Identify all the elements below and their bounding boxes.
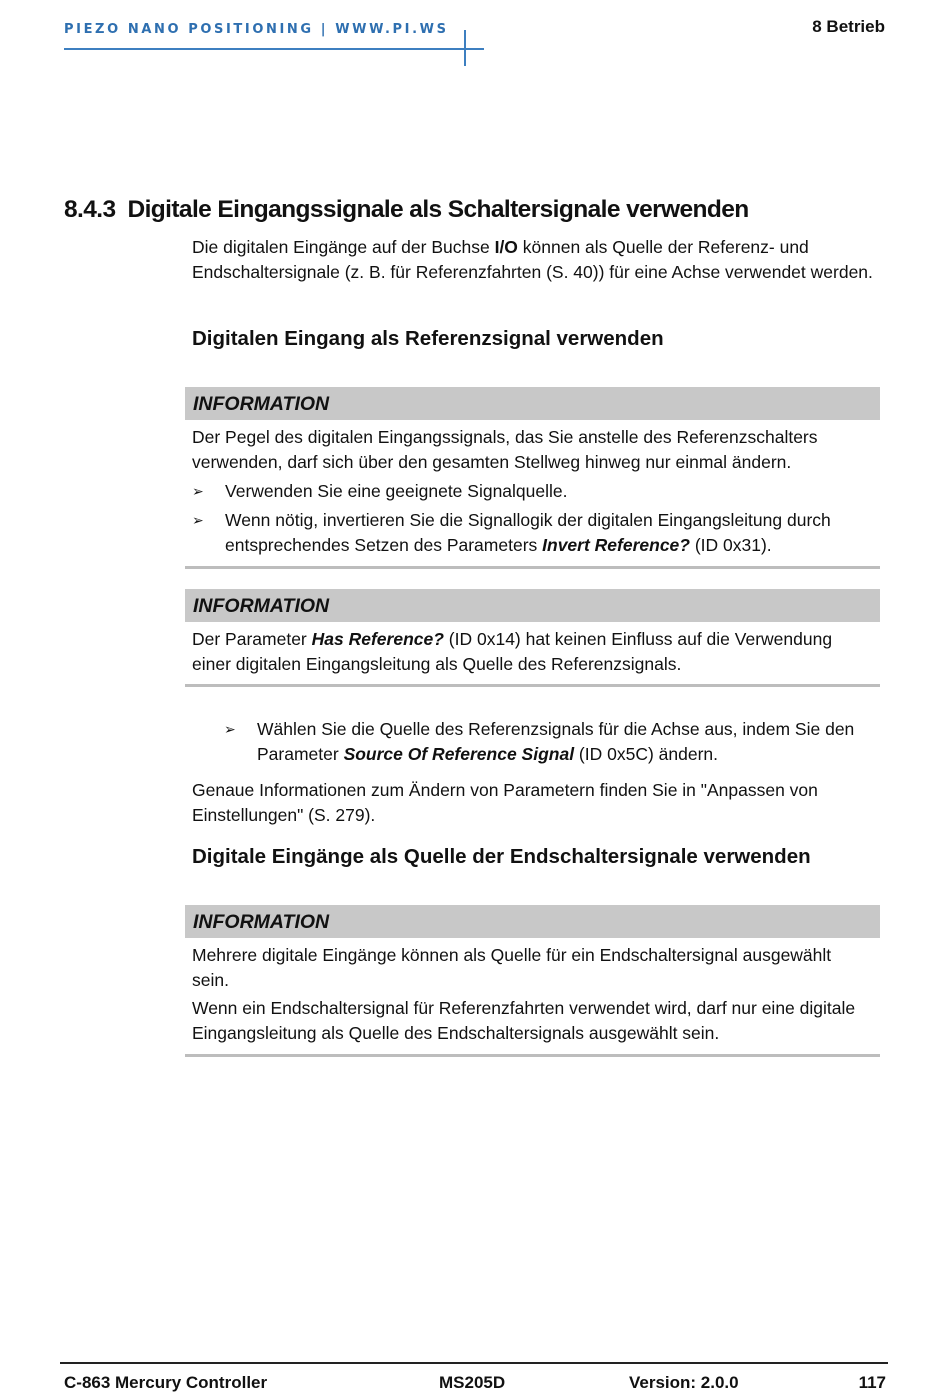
list-item-text (257, 717, 880, 767)
intro-block (192, 235, 882, 285)
list-item-text: Verwenden Sie eine geeignete Signalquelle. (225, 481, 568, 501)
section-title-text: Digitale Eingangssignale als Schaltersignale verwenden (127, 196, 749, 223)
information-body (185, 938, 880, 1046)
intro-text-post: können als Quelle der Referenz- und Endschaltersignale (z. B. für Referenzfahrten (S. 40)) für eine Achse verwendet werden. (192, 237, 873, 282)
list-item-text-post: (ID 0x31). (689, 535, 772, 555)
intro-paragraph (192, 235, 882, 285)
footer-rule (60, 1362, 888, 1364)
arrowhead-bullet-icon: ➢ (192, 512, 204, 528)
information-text (192, 627, 872, 677)
footer-page-number: 117 (858, 1373, 886, 1392)
section-number: 8.4.3 (64, 196, 116, 223)
step-text-post: (ID 0x5C) ändern. (574, 744, 719, 764)
list-item-text-pre: Wenn nötig, invertieren Sie die Signallogik der digitalen Eingangsleitung durch entsprechendes Setzen des Parameters (225, 510, 831, 555)
information-label: INFORMATION (185, 589, 880, 622)
information-box-2 (185, 589, 880, 687)
information-body (185, 622, 880, 677)
arrowhead-bullet-icon: ➢ (192, 483, 204, 499)
header-crosshair-horizontal (448, 48, 484, 50)
arrowhead-bullet-icon: ➢ (224, 721, 236, 737)
header-rule (64, 48, 484, 50)
information-label: INFORMATION (185, 905, 880, 938)
information-text: Mehrere digitale Eingänge können als Quelle für ein Endschaltersignal ausgewählt sein. (192, 945, 832, 990)
intro-text-pre: Die digitalen Eingänge auf der Buchse (192, 237, 495, 257)
socket-name: I/O (494, 237, 518, 257)
information-text: Wenn ein Endschaltersignal für Referenzfahrten verwendet wird, darf nur eine digitale Eingangsleitung als Quelle des Endschaltersignals ausgewählt sein. (192, 998, 856, 1043)
list-item (192, 508, 872, 558)
footer-version: Version: 2.0.0 (629, 1373, 739, 1392)
subhead-block-1 (192, 326, 882, 352)
section-heading (64, 196, 749, 224)
list-item (192, 479, 872, 504)
step-block (224, 717, 880, 767)
footer-document-id: MS205D (439, 1373, 506, 1392)
chapter-title: 8 Betrieb (812, 17, 885, 36)
list-item (224, 717, 880, 767)
subhead-block-2 (192, 844, 882, 870)
information-bottom-rule (185, 566, 880, 569)
parameter-name: Source Of Reference Signal (343, 744, 575, 764)
information-box-1 (185, 387, 880, 569)
note-paragraph: Genaue Informationen zum Ändern von Parametern finden Sie in "Anpassen von Einstellungen" (S. 279). (192, 780, 818, 825)
information-bottom-rule (185, 684, 880, 687)
parameter-name: Invert Reference? (542, 535, 690, 555)
information-bottom-rule (185, 1054, 880, 1057)
subheading-limit-switch: Digitale Eingänge als Quelle der Endschaltersignale verwenden (192, 845, 811, 868)
information-body (185, 420, 880, 558)
information-text-post: (ID 0x14) hat keinen Einfluss auf die Verwendung einer digitalen Eingangsleitung als Quelle des Referenzsignals. (192, 629, 833, 674)
information-text-pre: Der Parameter (192, 629, 312, 649)
information-label: INFORMATION (185, 387, 880, 420)
list-item-text (225, 508, 872, 558)
information-box-3 (185, 905, 880, 1057)
brand-logo-text: PIEZO NANO POSITIONING | WWW.PI.WS (64, 22, 449, 37)
subheading-reference-signal: Digitalen Eingang als Referenzsignal verwenden (192, 327, 664, 350)
information-text: Der Pegel des digitalen Eingangssignals, das Sie anstelle des Referenzschalters verwenden, darf sich über den gesamten Stellweg hinweg nur einmal ändern. (192, 427, 818, 472)
step-text-pre: Wählen Sie die Quelle des Referenzsignals für die Achse aus, indem Sie den Parameter (257, 719, 855, 764)
parameter-name: Has Reference? (311, 629, 444, 649)
footer-product: C-863 Mercury Controller (64, 1373, 268, 1392)
note-block (192, 778, 882, 828)
